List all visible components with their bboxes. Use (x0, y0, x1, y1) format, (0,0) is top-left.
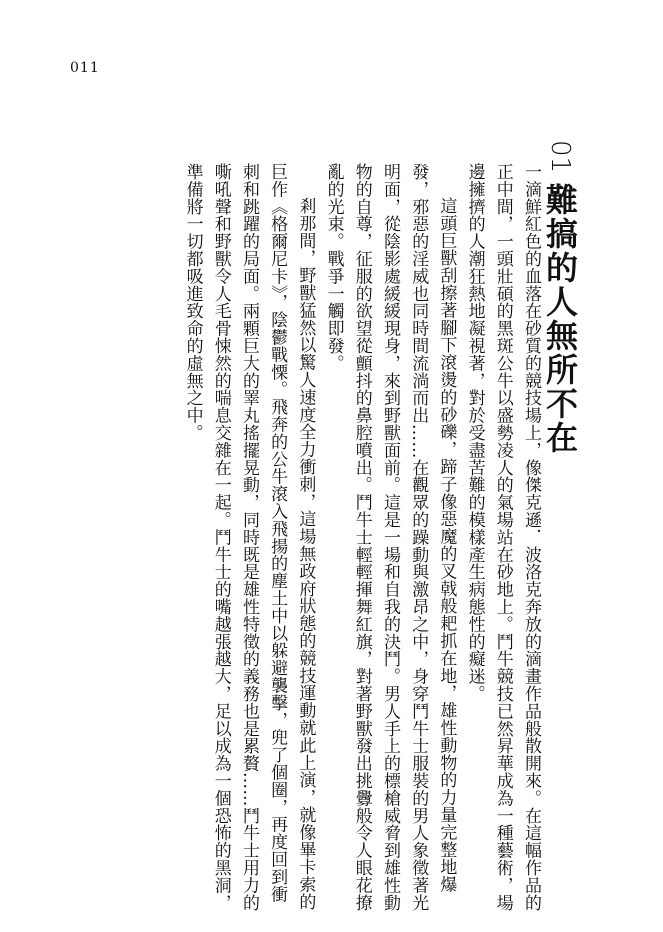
body-text (178, 163, 545, 913)
chapter-number: 01 (545, 140, 575, 174)
page-number: 011 (70, 60, 100, 76)
paragraph: 這頭巨獸刮擦著腳下滾燙的砂礫，蹄子像惡魔的叉戟般耙抓在地，雄性動物的力量完整地爆發，邪惡的淫威也同時間流淌而出……在觀眾的躁動與激昂之中，身穿鬥牛士服裝的男人象徵著光明面，從陰影處緩緩現身，來到野獸面前。這是一場和自我的決鬥。男人手上的標槍威脅到雄性動物的自尊，征服的欲望從顫抖的鼻腔噴出。鬥牛士輕輕揮舞紅旗，對著野獸發出挑釁般令人眼花撩亂的光束。戰爭一觸即發。 (323, 163, 457, 912)
chapter-title: 難搞的人無所不在 (541, 183, 579, 455)
paragraph: 一滴鮮紅色的血落在砂質的競技場上，像傑克遜．波洛克奔放的滴畫作品般散開來。在這幅作品的正中間，一頭壯碩的黑斑公牛以盛勢凌人的氣場站在砂地上。鬥牛競技已然昇華成為一種藝術，場邊擁擠的人潮狂熱地凝視著，對於受盡苦難的模樣產生病態性的癡迷。 (464, 163, 541, 912)
paragraph: 剎那間，野獸猛然以驚人速度全力衝刺，這場無政府狀態的競技運動就此上演，就像畢卡索的巨作《格爾尼卡》，陰鬱戰慄。飛奔的公牛滾入飛揚的塵土中以躲避襲擊，兜了個圈，再度回到衝刺和跳躍的局面。兩顆巨大的睪丸搖擺晃動，同時既是雄性特徵的義務也是累贅……鬥牛士用力的嘶吼聲和野獸令人毛骨悚然的喘息交雜在一起。鬥牛士的嘴越張越大，足以成為一個恐怖的黑洞，準備將一切都吸進致命的虛無之中。 (182, 163, 316, 912)
